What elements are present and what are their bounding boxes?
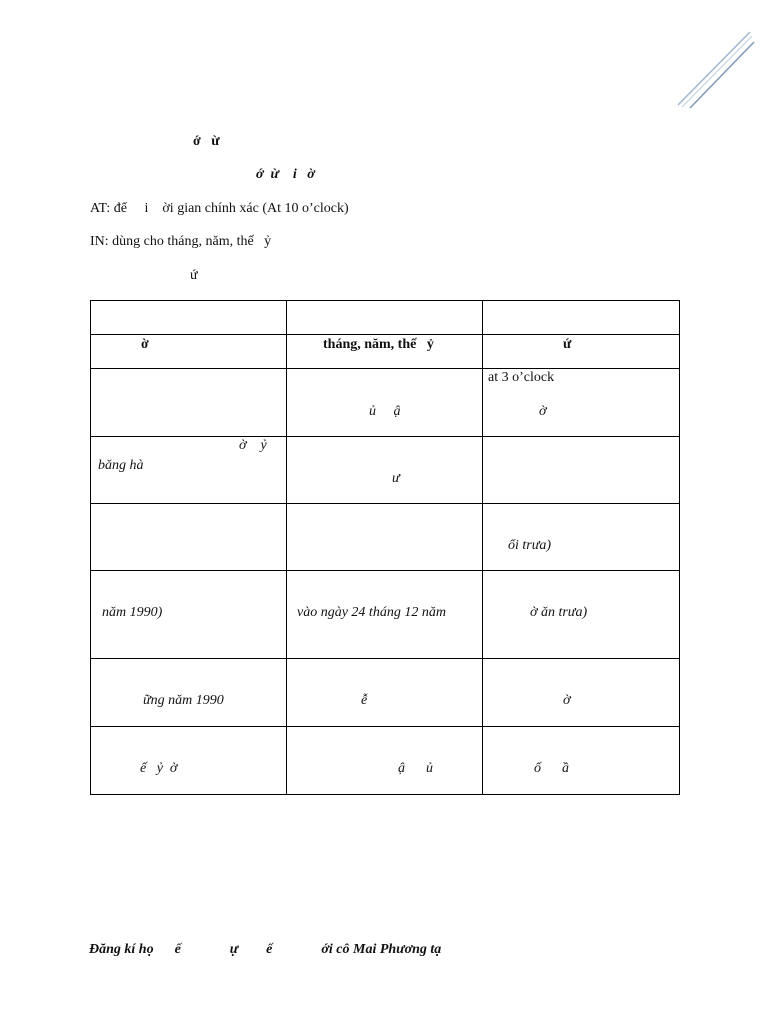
table-cell — [91, 369, 287, 437]
table-row — [91, 504, 680, 571]
preposition-table — [90, 300, 680, 795]
table-header-row — [91, 335, 680, 369]
table-cell — [91, 301, 287, 335]
cell-text: ậ ủ — [398, 761, 433, 776]
table-cell — [483, 727, 680, 795]
table-cell — [287, 369, 483, 437]
table-cell — [91, 571, 287, 659]
table-cell — [287, 504, 483, 571]
cell-text: ố ầ — [534, 761, 569, 776]
table-header-cell — [287, 335, 483, 369]
table-header-cell — [91, 335, 287, 369]
paragraph-short: ứ — [190, 268, 198, 283]
table-row — [91, 727, 680, 795]
footer-note: Đăng kí họ ế ự ế ới cô Mai Phương tạ — [89, 942, 442, 957]
header-col3: ứ — [563, 337, 572, 352]
paragraph-in: IN: dùng cho tháng, năm, thế ỷ — [90, 234, 272, 249]
cell-text: băng hà — [98, 458, 144, 473]
table-row — [91, 659, 680, 727]
table-row — [91, 571, 680, 659]
paragraph-at: AT: để i ời gian chính xác (At 10 o’clock) — [90, 201, 349, 216]
table-cell — [483, 301, 680, 335]
header-col2: tháng, năm, thế ỷ — [323, 337, 434, 352]
cell-text: at 3 o’clock — [488, 370, 555, 385]
cell-text: ờ — [563, 693, 571, 708]
cell-text: ế ỷ ờ — [140, 761, 178, 776]
cell-text: năm 1990) — [102, 605, 163, 620]
corner-decoration — [670, 20, 760, 115]
table-cell — [287, 571, 483, 659]
cell-text: ễ — [361, 693, 368, 708]
cell-text: ờ ăn trưa) — [530, 605, 588, 620]
table-cell — [483, 369, 680, 437]
table-cell — [287, 659, 483, 727]
table-cell — [91, 659, 287, 727]
cell-text: ững năm 1990 — [143, 693, 224, 708]
table-row — [91, 369, 680, 437]
cell-text: ổi trưa) — [508, 538, 552, 553]
cell-text: ư — [392, 471, 400, 486]
cell-text: ờ — [539, 404, 547, 419]
table-cell — [91, 727, 287, 795]
cell-text: ờ ỷ — [239, 438, 267, 453]
table-cell — [287, 727, 483, 795]
cell-text: ủ ậ — [369, 404, 401, 419]
table-cell — [287, 301, 483, 335]
table-row-empty — [91, 301, 680, 335]
table-cell — [483, 504, 680, 571]
section-heading: ớ ừ — [193, 134, 220, 149]
table-header-cell — [483, 335, 680, 369]
table-row — [91, 437, 680, 504]
cell-text: vào ngày 24 tháng 12 năm — [297, 605, 446, 620]
header-col1: ờ — [141, 337, 149, 352]
section-subheading: ớ ừ i ờ — [256, 167, 315, 182]
table-cell — [91, 504, 287, 571]
table-cell — [91, 437, 287, 504]
table-cell — [287, 437, 483, 504]
table-cell — [483, 659, 680, 727]
table-cell — [483, 437, 680, 504]
table-cell — [483, 571, 680, 659]
